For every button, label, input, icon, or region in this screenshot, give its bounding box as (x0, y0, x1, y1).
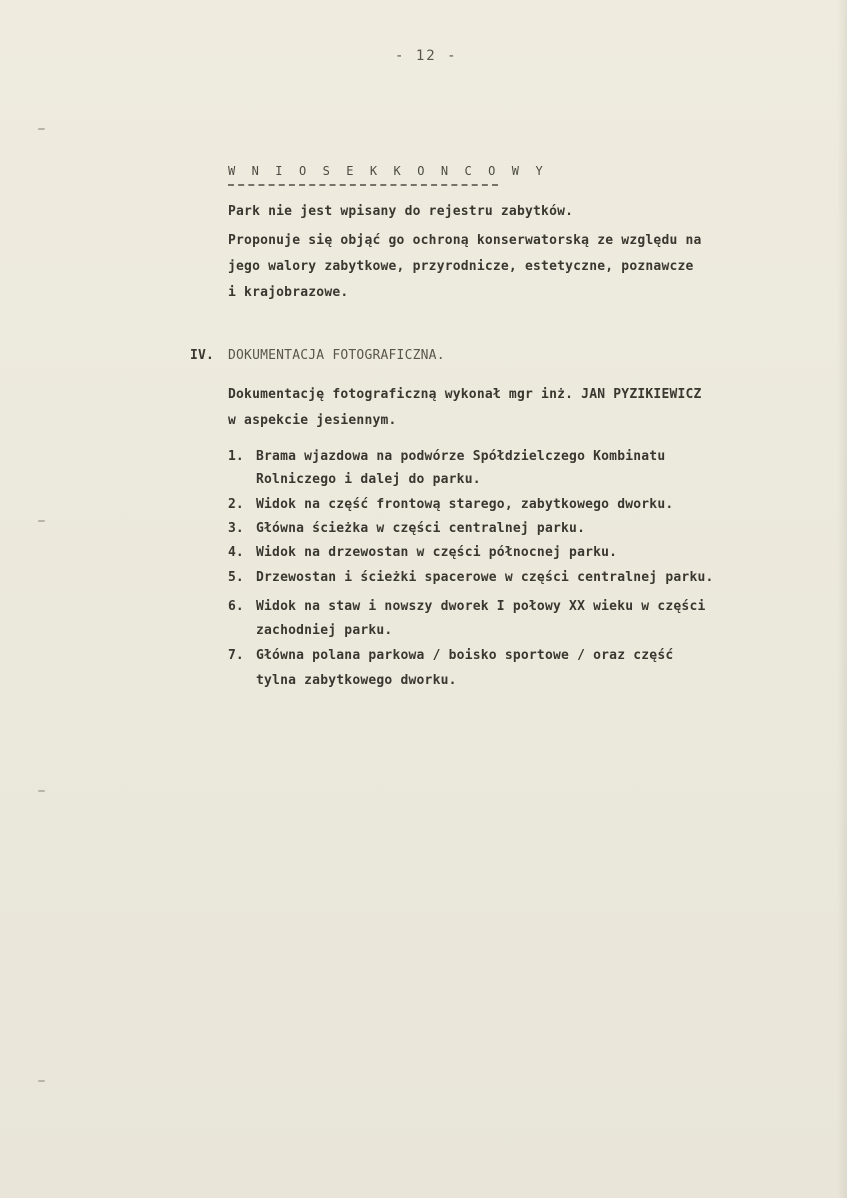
list-item-number: 3. (228, 521, 244, 536)
list-item-number: 5. (228, 570, 244, 585)
conclusion-line: Park nie jest wpisany do rejestru zabytków. (228, 204, 574, 219)
list-item-text: Widok na staw i nowszy dworek I połowy XX wieku w części (256, 599, 706, 614)
list-item-text: Główna polana parkowa / boisko sportowe / oraz część (256, 648, 674, 663)
list-item-number: 6. (228, 599, 244, 614)
section-numeral: IV. (190, 348, 215, 363)
list-item-text: zachodniej parku. (256, 623, 393, 638)
list-item-text: Rolniczego i dalej do parku. (256, 472, 481, 487)
list-item-text: Widok na część frontową starego, zabytkowego dworku. (256, 497, 674, 512)
conclusion-line: jego walory zabytkowe, przyrodnicze, estetyczne, poznawcze (228, 259, 694, 274)
list-item-number: 4. (228, 545, 244, 560)
heading-underline (228, 184, 498, 186)
page-edge-shadow (837, 0, 847, 1198)
conclusion-line: i krajobrazowe. (228, 285, 349, 300)
section-intro-line: w aspekcie jesiennym. (228, 413, 397, 428)
section-title: DOKUMENTACJA FOTOGRAFICZNA. (228, 348, 445, 363)
page-number: - 12 - (395, 48, 458, 64)
list-item-number: 1. (228, 449, 244, 464)
list-item-text: Główna ścieżka w części centralnej parku. (256, 521, 586, 536)
binder-hole-mark (38, 128, 45, 130)
binder-hole-mark (38, 1080, 45, 1082)
list-item-text: Drzewostan i ścieżki spacerowe w części centralnej parku. (256, 570, 714, 585)
binder-hole-mark (38, 790, 45, 792)
list-item-number: 2. (228, 497, 244, 512)
list-item-number: 7. (228, 648, 244, 663)
conclusion-line: Proponuje się objąć go ochroną konserwatorską ze względu na (228, 233, 702, 248)
list-item-text: Brama wjazdowa na podwórze Spółdzielczego Kombinatu (256, 449, 666, 464)
list-item-text: tylna zabytkowego dworku. (256, 673, 457, 688)
list-item-text: Widok na drzewostan w części północnej parku. (256, 545, 618, 560)
conclusion-heading: W N I O S E K K O N C O W Y (228, 164, 548, 178)
binder-hole-mark (38, 520, 45, 522)
section-intro-line: Dokumentację fotograficzną wykonał mgr inż. JAN PYZIKIEWICZ (228, 387, 702, 402)
